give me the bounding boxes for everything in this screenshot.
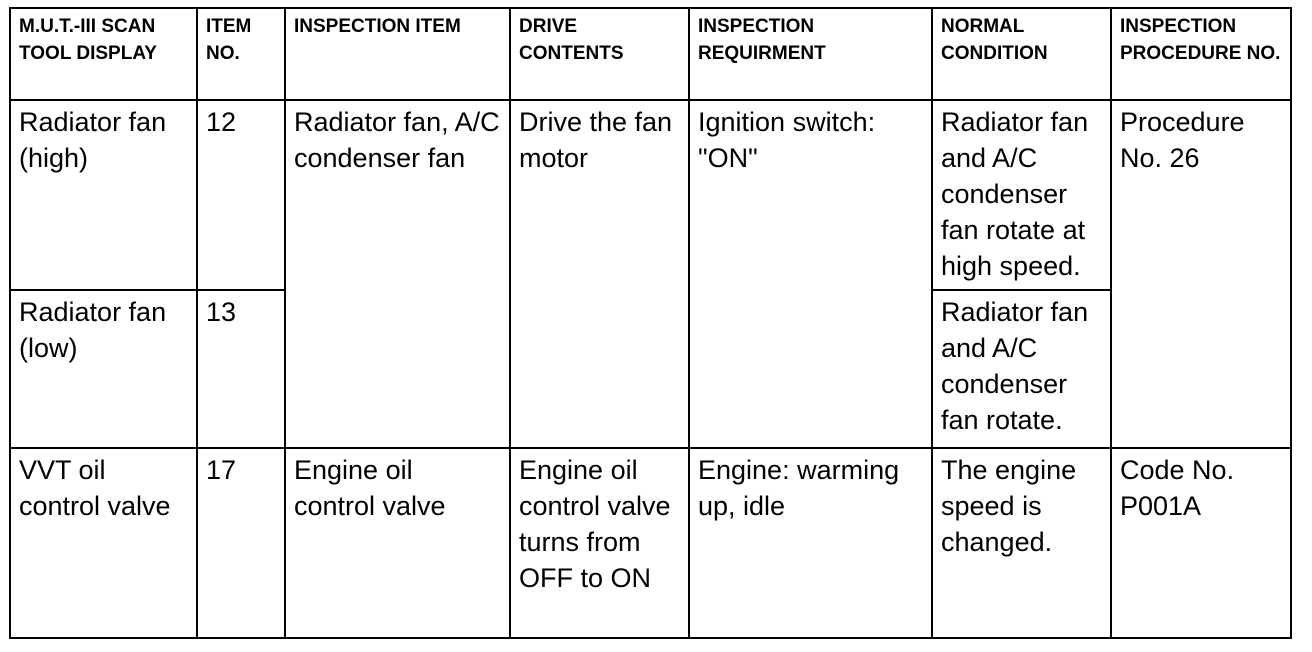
cell-normal-condition: Radiator fan and A/C condenser fan rotate at high speed.	[932, 100, 1111, 290]
cell-drive-contents: Drive the fan motor	[510, 100, 689, 448]
cell-procedure: Code No. P001A	[1111, 448, 1291, 639]
header-drive-contents: DRIVE CONTENTS	[510, 8, 689, 100]
header-item-no: ITEM NO.	[197, 8, 285, 100]
cell-requirement: Engine: warming up, idle	[689, 448, 932, 639]
cell-drive-contents: Engine oil control valve turns from OFF to ON	[510, 448, 689, 639]
cell-item-no: 13	[197, 290, 285, 447]
header-inspection-requirement: INSPECTION REQUIRMENT	[689, 8, 932, 100]
cell-normal-condition: Radiator fan and A/C condenser fan rotate.	[932, 290, 1111, 447]
cell-requirement: Ignition switch: "ON"	[689, 100, 932, 448]
cell-display: VVT oil control valve	[10, 448, 197, 639]
table-row	[10, 100, 1291, 290]
header-procedure-no: INSPECTION PROCEDURE NO.	[1111, 8, 1291, 100]
cell-procedure: Procedure No. 26	[1111, 100, 1291, 448]
cell-inspection-item: Engine oil control valve	[285, 448, 510, 639]
cell-inspection-item: Radiator fan, A/C condenser fan	[285, 100, 510, 448]
cell-normal-condition: The engine speed is changed.	[932, 448, 1111, 639]
header-scan-tool-display: M.U.T.-III SCAN TOOL DISPLAY	[10, 8, 197, 100]
cell-item-no: 17	[197, 448, 285, 639]
cell-display: Radiator fan (high)	[10, 100, 197, 290]
table-row	[10, 448, 1291, 639]
header-inspection-item: INSPECTION ITEM	[285, 8, 510, 100]
cell-display: Radiator fan (low)	[10, 290, 197, 447]
cell-item-no: 12	[197, 100, 285, 290]
header-normal-condition: NORMAL CONDITION	[932, 8, 1111, 100]
inspection-table	[9, 7, 1292, 639]
header-row	[10, 8, 1291, 100]
